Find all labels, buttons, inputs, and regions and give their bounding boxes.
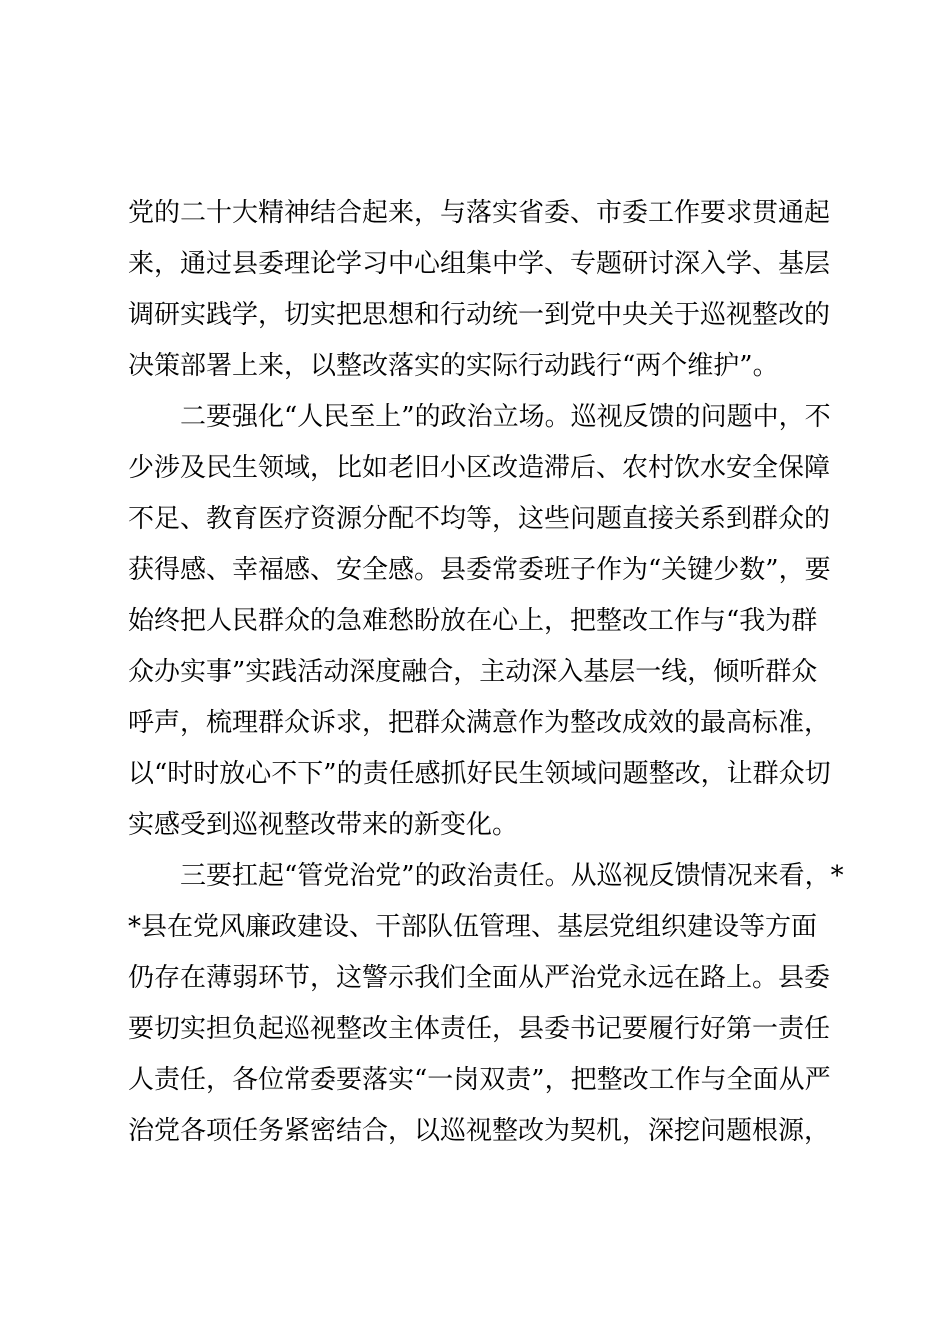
text-line: 决策部署上来，以整改落实的实际行动践行“两个维护”。 [128, 351, 779, 381]
text-line: 党的二十大精神结合起来，与落实省委、市委工作要求贯通起 [128, 198, 831, 228]
text-line: 仍存在薄弱环节，这警示我们全面从严治党永远在路上。县委 [128, 963, 831, 993]
text-line: 三要扛起“管党治党”的政治责任。从巡视反馈情况来看，* [128, 861, 844, 891]
paragraph-people-first [128, 392, 831, 851]
paragraph-party-governance [128, 851, 844, 1157]
text-line: 不足、教育医疗资源分配不均等，这些问题直接关系到群众的 [128, 504, 831, 534]
text-line: 少涉及民生领域，比如老旧小区改造滞后、农村饮水安全保障 [128, 453, 831, 483]
text-line: *县在党风廉政建设、干部队伍管理、基层党组织建设等方面 [128, 912, 818, 942]
text-line: 来，通过县委理论学习中心组集中学、专题研讨深入学、基层 [128, 249, 831, 279]
text-line: 调研实践学，切实把思想和行动统一到党中央关于巡视整改的 [128, 300, 831, 330]
text-line: 实感受到巡视整改带来的新变化。 [128, 810, 519, 840]
text-line: 治党各项任务紧密结合，以巡视整改为契机，深挖问题根源， [128, 1116, 831, 1146]
paragraph-continuation [128, 188, 831, 392]
text-line: 呼声，梳理群众诉求，把群众满意作为整改成效的最高标准， [128, 708, 831, 738]
text-line: 众办实事”实践活动深度融合，主动深入基层一线，倾听群众 [128, 657, 818, 687]
text-line: 人责任，各位常委要落实“一岗双责”，把整改工作与全面从严 [128, 1065, 831, 1095]
text-line: 二要强化“人民至上”的政治立场。巡视反馈的问题中，不 [128, 402, 831, 432]
document-body [128, 188, 844, 1157]
text-line: 获得感、幸福感、安全感。县委常委班子作为“关键少数”，要 [128, 555, 831, 585]
text-line: 以“时时放心不下”的责任感抓好民生领域问题整改，让群众切 [128, 759, 831, 789]
text-line: 始终把人民群众的急难愁盼放在心上，把整改工作与“我为群 [128, 606, 818, 636]
text-line: 要切实担负起巡视整改主体责任，县委书记要履行好第一责任 [128, 1014, 831, 1044]
